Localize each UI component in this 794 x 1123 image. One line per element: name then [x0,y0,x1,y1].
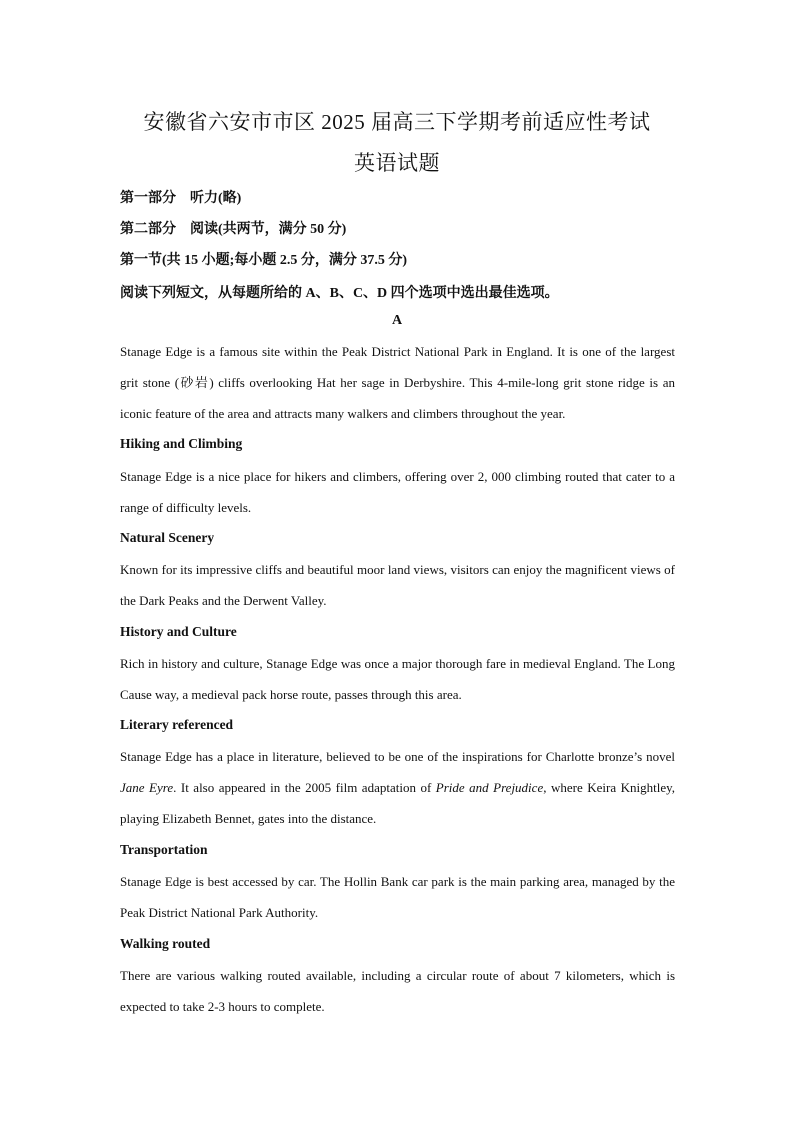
section-body-transport: Stanage Edge is best accessed by car. The Hollin Bank car park is the main parking area, managed by the Peak District National Park Authority. [120,874,675,921]
section-heading-walking: Walking routed [120,936,211,951]
part-two-heading: 第二部分 阅读(共两节，满分 50 分) [120,222,347,237]
literary-text-3: , where Keira Knightley, playing Elizabeth Bennet, gates into the distance. [120,780,675,827]
section-heading-history: History and Culture [120,624,237,639]
exam-title: 安徽省六安市市区 2025 届高三下学期考前适应性考试 [143,110,651,134]
section-heading-hiking: Hiking and Climbing [120,436,243,451]
passage-label: A [391,313,403,328]
section-body-hiking: Stanage Edge is a nice place for hikers and climbers, offering over 2, 000 climbing routed that cater to a range of difficulty levels. [120,469,675,516]
book-title-pride-prejudice: Pride and Prejudice [435,780,544,796]
instruction-text: 阅读下列短文，从每题所给的 A、B、C、D 四个选项中选出最佳选项。 [120,286,559,301]
section-one-heading: 第一节(共 15 小题;每小题 2.5 分，满分 37.5 分) [120,253,407,268]
section-body-walking: There are various walking routed available, including a circular route of about 7 kilometers, which is expected to take 2-3 hours to complete. [120,968,675,1015]
section-heading-literary: Literary referenced [120,717,234,732]
section-heading-transport: Transportation [120,842,208,857]
intro-paragraph: Stanage Edge is a famous site within the Peak District National Park in England. It is one of the largest grit stone (砂岩) cliffs overlooking Hat her sage in Derbyshire. This 4-mile-long grit stone ridge is an iconic feature of the area and attracts many walkers and climbers throughout the year. [120,344,675,422]
section-heading-scenery: Natural Scenery [120,530,215,545]
literary-text-2: . It also appeared in the 2005 film adaptation of [173,780,436,796]
literary-text-1: Stanage Edge has a place in literature, believed to be one of the inspirations for Charlotte bronze’s novel [120,749,675,764]
subject-title: 英语试题 [354,151,440,175]
book-title-jane-eyre: Jane Eyre [120,780,174,796]
part-one-heading: 第一部分 听力(略) [120,191,242,206]
section-body-history: Rich in history and culture, Stanage Edge was once a major thorough fare in medieval England. The Long Cause way, a medieval pack horse route, passes through this area. [120,656,675,703]
section-body-scenery: Known for its impressive cliffs and beautiful moor land views, visitors can enjoy the magnificent views of the Dark Peaks and the Derwent Valley. [120,562,675,609]
section-body-literary [120,741,675,835]
